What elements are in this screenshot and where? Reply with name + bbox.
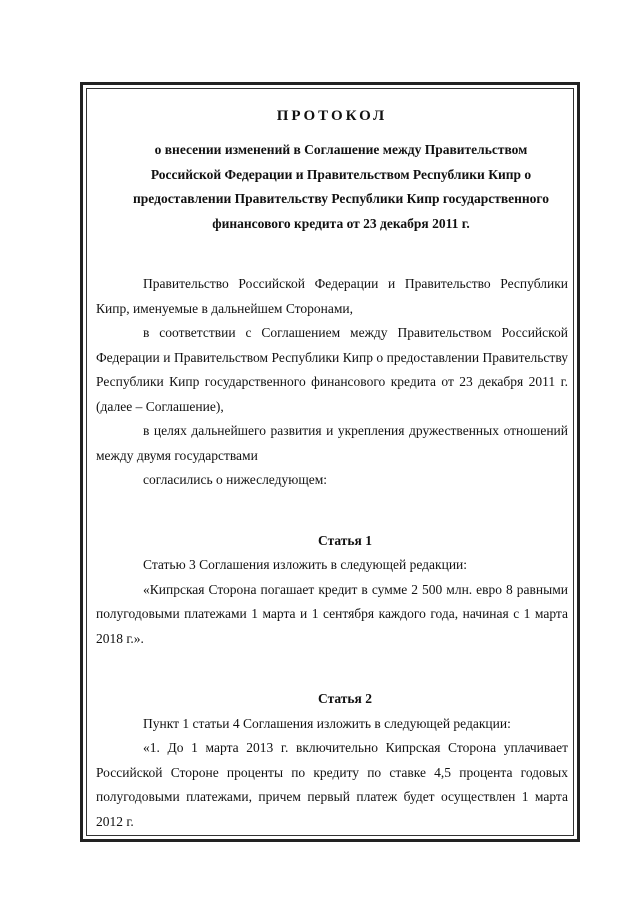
- article-1-heading: Статья 1: [318, 532, 372, 548]
- spacer: [96, 493, 568, 529]
- document-title: ПРОТОКОЛ: [276, 108, 388, 124]
- preamble-paragraph: согласились о нижеследующем:: [143, 472, 328, 487]
- document-subtitle-line-2: Российской Федерации и Правительством Республики Кипр о: [150, 166, 532, 182]
- preamble-paragraph: в соответствии с Соглашением между Правительством Российской Федерации и Правительством Республики Кипр о предоставлении Правительству Республики Кипр государственного финансового кредита от 23 декабря 2011 г. (далее – Соглашение),: [96, 325, 568, 414]
- preamble-paragraph: Правительство Российской Федерации и Правительство Республики Кипр, именуемые в дальнейшем Сторонами,: [96, 276, 568, 316]
- document-subtitle-line-1: о внесении изменений в Соглашение между Правительством: [154, 142, 528, 157]
- document-subtitle-line-3: предоставлении Правительству Республики Кипр государственного: [133, 191, 549, 206]
- article-2-paragraph: «1. До 1 марта 2013 г. включительно Кипрская Сторона уплачивает Российской Стороне проценты по кредиту по ставке 4,5 процента годовых полугодовыми платежами, причем первый платеж будет осуществлен 1 марта 2012 г.: [96, 740, 568, 829]
- article-1-paragraph: Статью 3 Соглашения изложить в следующей редакции:: [143, 557, 468, 572]
- preamble-paragraph: в целях дальнейшего развития и укрепления дружественных отношений между двумя государствами: [96, 423, 568, 463]
- document-subtitle-line-4: финансового кредита от 23 декабря 2011 г.: [212, 215, 470, 231]
- article-1-paragraph: «Кипрская Сторона погашает кредит в сумме 2 500 млн. евро 8 равными полугодовыми платежами 1 марта и 1 сентября каждого года, начиная с 1 марта 2018 г.».: [96, 581, 568, 646]
- article-2-heading: Статья 2: [318, 691, 372, 706]
- document-body: [96, 108, 568, 834]
- spacer: [96, 651, 568, 687]
- article-2-paragraph: Пункт 1 статьи 4 Соглашения изложить в следующей редакции:: [143, 715, 511, 731]
- spacer: [96, 236, 568, 272]
